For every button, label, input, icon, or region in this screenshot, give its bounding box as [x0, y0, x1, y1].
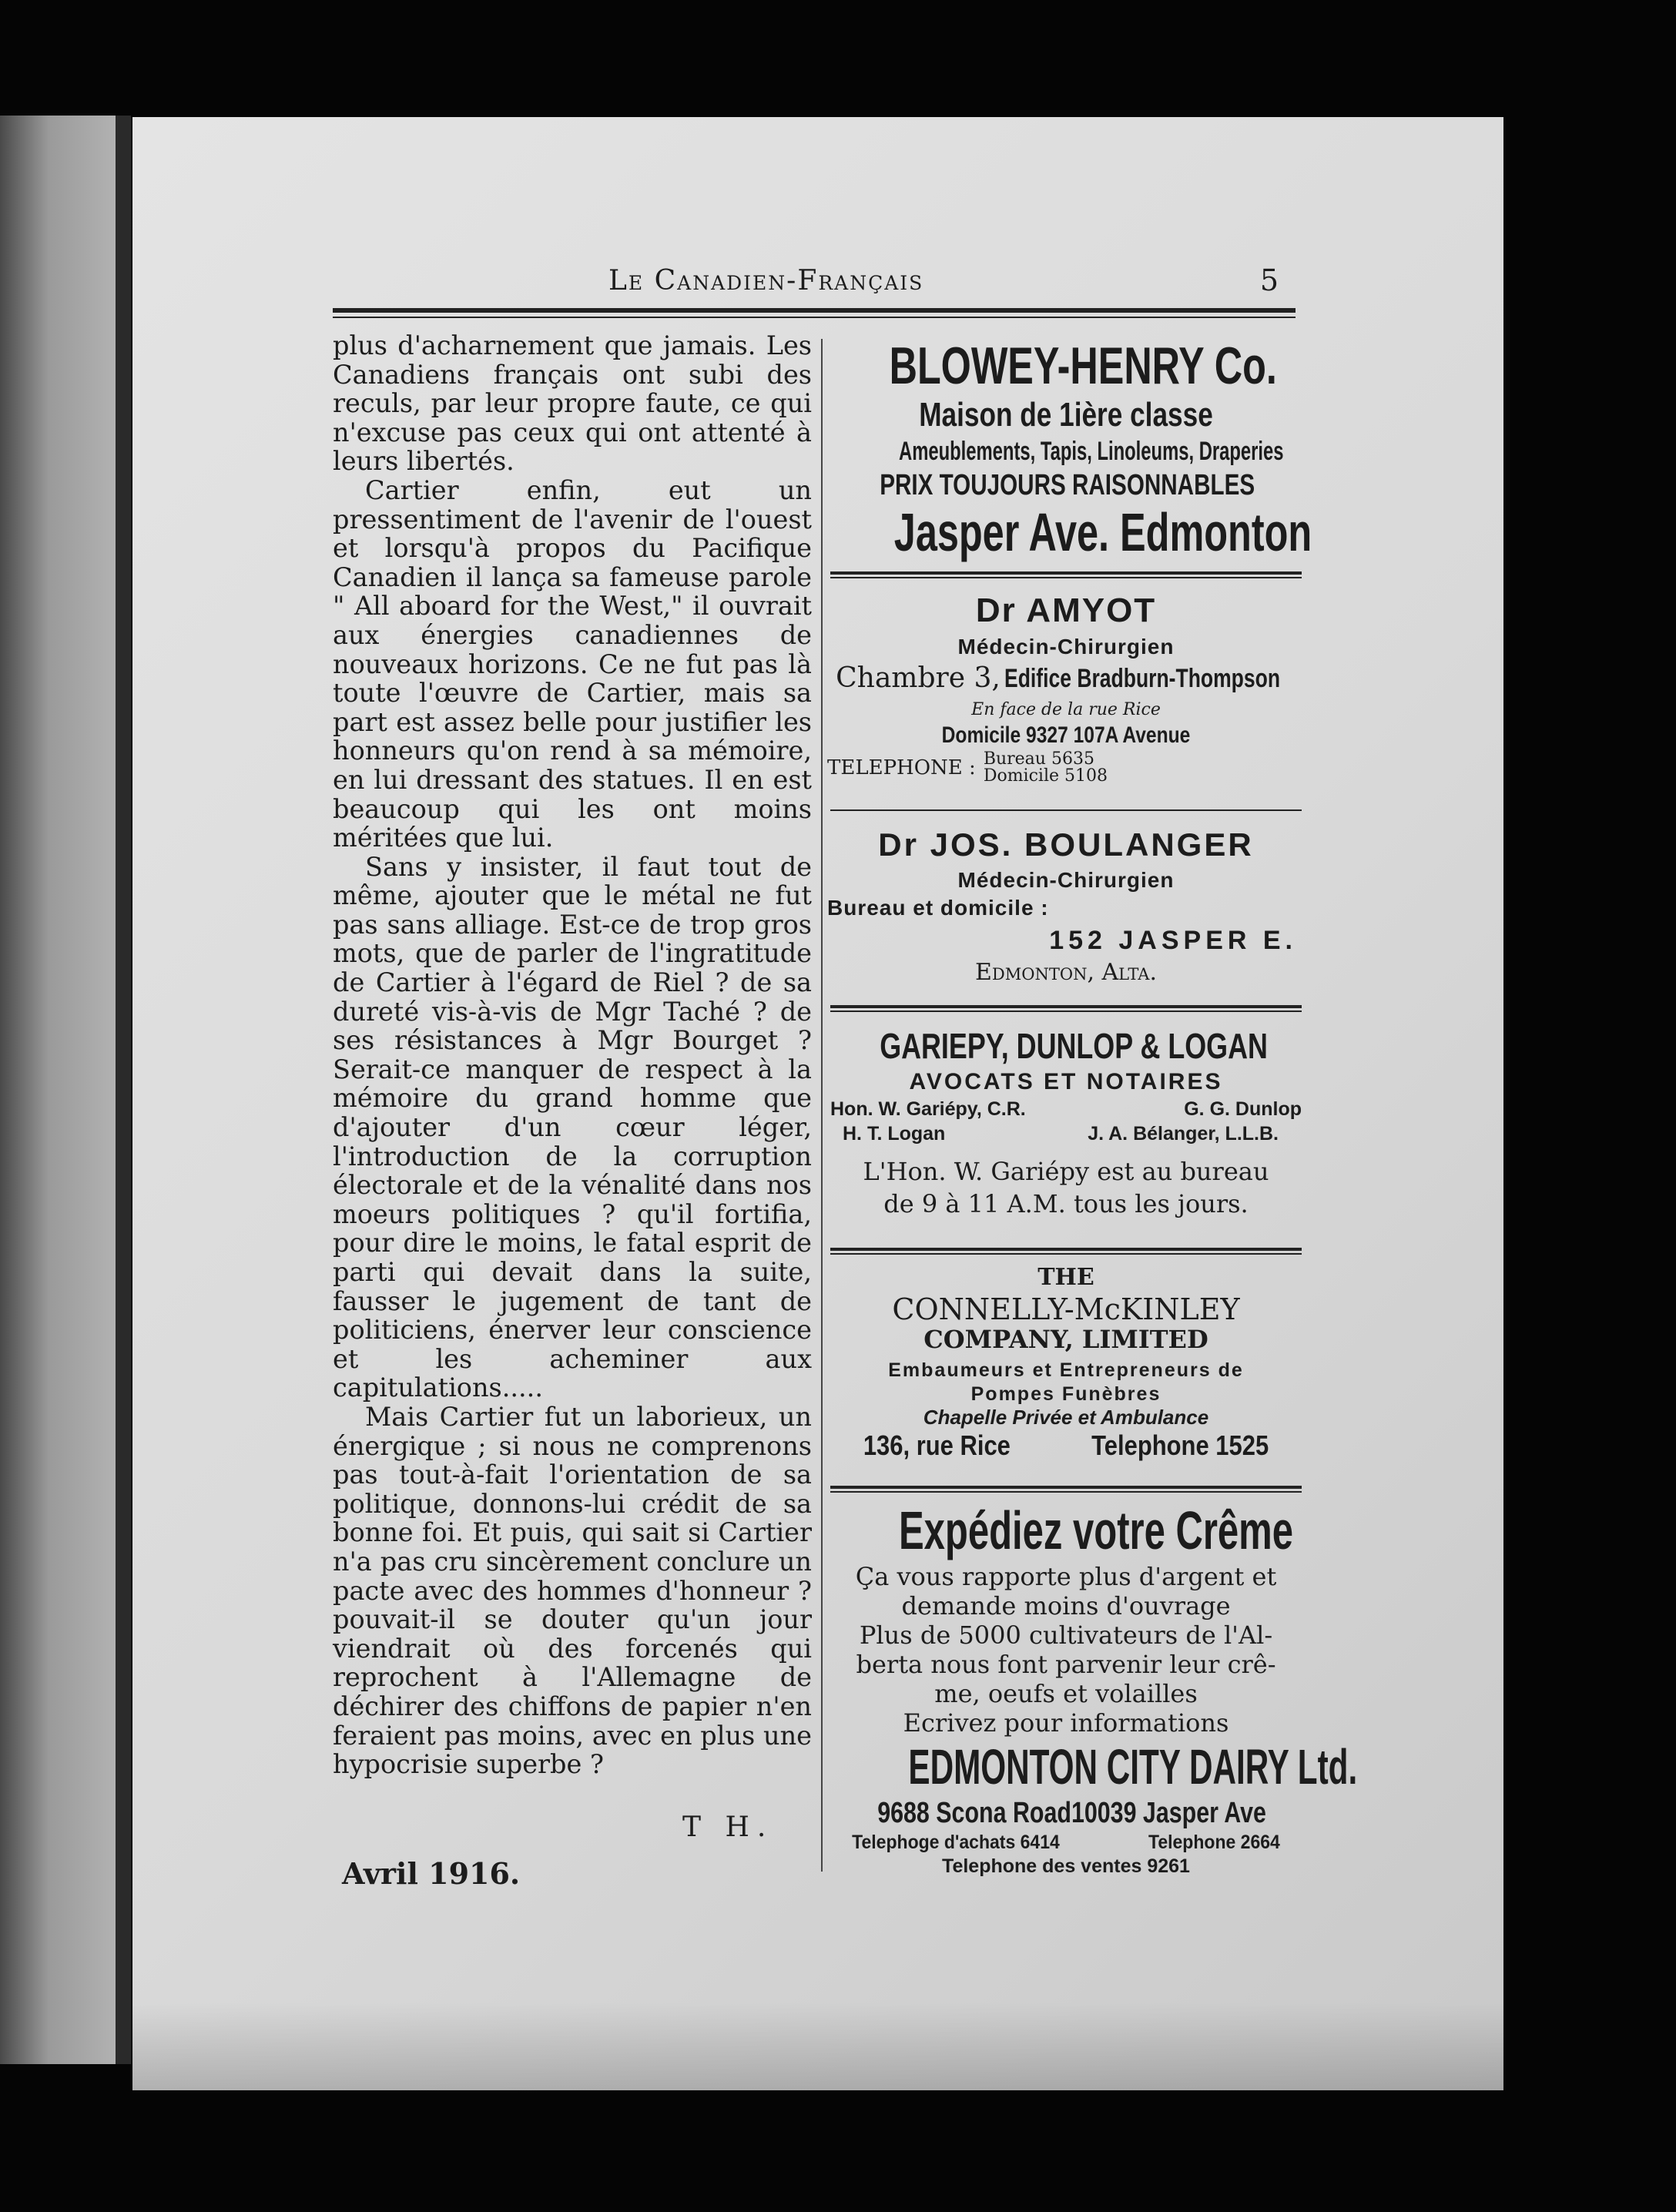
ad-amyot-name: Dr AMYOT — [975, 592, 1157, 629]
ad-blowey-prices: PRIX TOUJOURS RAISONNABLES — [880, 469, 1255, 501]
ad-boulanger-office: Bureau et domicile : — [827, 896, 1049, 920]
ad-amyot-building: Edifice Bradburn-Thompson — [1004, 664, 1280, 693]
page-shadow — [132, 2003, 1503, 2090]
ad-dr-boulanger — [827, 823, 1305, 1005]
ad-dairy-phone-row — [846, 1830, 1285, 1855]
ad-boulanger-name: Dr JOS. BOULANGER — [878, 826, 1254, 863]
ad-connelly-line3: Chapelle Privée et Ambulance — [923, 1406, 1209, 1429]
ad-separator — [830, 577, 1302, 578]
ad-separator — [830, 1248, 1302, 1251]
ad-dairy-headline: Expédiez votre Crême — [899, 1500, 1293, 1560]
ad-amyot-domicile: Domicile 9327 107A Avenue — [941, 722, 1191, 748]
ad-dairy-text1: Ça vous rapporte plus d'argent et — [855, 1562, 1277, 1591]
ad-gariepy-note2: de 9 à 11 A.M. tous les jours. — [883, 1189, 1249, 1218]
ad-connelly-name: CONNELLY-McKINLEY — [892, 1292, 1240, 1326]
ad-connelly-mckinley — [827, 1262, 1305, 1486]
ad-gariepy-dunlop-logan — [827, 1024, 1305, 1248]
article-date: Avril 1916. — [342, 1856, 521, 1891]
ad-dairy-text3: Plus de 5000 cultivateurs de l'Al- — [859, 1620, 1273, 1650]
ad-amyot-bureau-phone: Bureau 5635 — [983, 749, 1094, 769]
ad-boulanger-title: Médecin-Chirurgien — [957, 868, 1175, 892]
ad-connelly-address: 136, rue Rice — [863, 1429, 1011, 1461]
ad-gariepy-partner1: Hon. W. Gariépy, C.R. — [830, 1098, 1026, 1120]
ad-dairy-phone1: Telephoge d'achats 6414 — [852, 1832, 1060, 1853]
ad-separator — [830, 1005, 1302, 1008]
ad-dairy-text5: me, oeufs et volailles — [934, 1679, 1198, 1708]
ad-gariepy-partner4: J. A. Bélanger, L.L.B. — [1088, 1123, 1279, 1145]
ad-amyot-chambre-line — [827, 662, 1305, 700]
ad-connelly-phone: Telephone 1525 — [1091, 1429, 1269, 1461]
ad-dairy-text4: berta nous font parvenir leur crê- — [856, 1650, 1276, 1679]
article-signature: T H. — [682, 1811, 774, 1843]
running-header — [478, 263, 1279, 302]
ad-dairy-address1: 9688 Scona Road — [877, 1797, 1071, 1829]
article-paragraph: Cartier enfin, eut un pressentiment de l'avenir de l'ouest et lorsqu'à propos du Pacifique Canadien il lança sa fameuse parole " All aboard for the West," il ouvrait aux énergies canadiennes de nouveaux horizons. Ce ne fut pas là toute l'œuvre de Cartier, mais sa part est assez belle pour justifier les honneurs qu'on rend à sa mémoire, en lui dressant des statues. Il en est beaucoup qui les ont moins méritées que lui. — [333, 474, 812, 853]
page-gutter — [116, 116, 131, 2064]
ad-gariepy-partners-row1 — [827, 1097, 1305, 1121]
ad-connelly-line1: Embaumeurs et Entrepreneurs de — [888, 1359, 1244, 1381]
ad-separator — [830, 1253, 1302, 1255]
ad-edmonton-city-dairy — [827, 1499, 1358, 1878]
ad-amyot-phone-label: TELEPHONE : — [827, 756, 976, 779]
ad-separator — [830, 1491, 1302, 1493]
article-paragraph: plus d'acharnement que jamais. Les Canadiens français ont subi des reculs, par leur propre faute, ce qui n'excuse pas ceux qui ont attenté à leurs libertés. — [333, 330, 812, 477]
ad-connelly-the: THE — [1037, 1264, 1094, 1291]
ad-amyot-title: Médecin-Chirurgien — [957, 635, 1175, 659]
left-facing-page — [0, 116, 122, 2064]
ad-connelly-line2: Pompes Funèbres — [970, 1383, 1161, 1405]
ad-blowey-tagline: Maison de 1ière classe — [919, 396, 1213, 434]
header-rule-thin — [333, 317, 1296, 318]
article-column — [333, 331, 812, 1779]
column-divider — [821, 339, 823, 1872]
ad-boulanger-address: 152 JASPER E. — [1049, 926, 1297, 955]
ad-amyot-facing: En face de la rue Rice — [971, 700, 1161, 719]
publication-title: Le Canadien-Français — [608, 265, 924, 297]
ad-dairy-text2: demande moins d'ouvrage — [901, 1591, 1231, 1620]
ad-separator — [830, 809, 1302, 811]
ad-dairy-phone2: Telephone 2664 — [1148, 1832, 1280, 1853]
ad-dairy-name: EDMONTON CITY DAIRY Ltd. — [908, 1739, 1358, 1795]
ad-connelly-company: COMPANY, LIMITED — [923, 1325, 1208, 1354]
article-paragraph: Sans y insister, il faut tout de même, ajouter que le métal ne fut pas sans alliage. Est-ce de trop gros mots, que de parler de l'ingratitude de Cartier à l'égard de Riel ? de sa dureté vis-à-vis de Mgr Taché ? de ses résistances à Mgr Bourget ? Serait-ce manquer de respect à la mémoire du grand homme que d'ajouter d'un cœur léger, l'introduction de la corruption électorale et de la vénalité dans nos moeurs politiques ? qu'il fortifia, pour dire le moins, le fatal esprit de parti qui devait dans la suite, fausser le jugement de tant de politiciens, énerver leur conscience et les acheminer aux capitulations..... — [333, 851, 812, 1403]
ad-connelly-contact-row — [860, 1429, 1271, 1463]
ad-amyot-domicile-phone: Domicile 5108 — [983, 766, 1108, 786]
ad-dairy-address2: 10039 Jasper Ave — [1071, 1797, 1266, 1829]
ad-separator — [830, 1486, 1302, 1489]
ad-blowey-name: BLOWEY-HENRY Co. — [889, 337, 1277, 395]
ad-gariepy-name: GARIEPY, DUNLOP & LOGAN — [880, 1026, 1268, 1066]
ad-blowey-products: Ameublements, Tapis, Linoleums, Draperies — [899, 437, 1284, 466]
page-number: 5 — [1259, 263, 1279, 297]
ad-gariepy-title: AVOCATS ET NOTAIRES — [909, 1069, 1223, 1094]
ad-gariepy-note1: L'Hon. W. Gariépy est au bureau — [863, 1157, 1269, 1186]
ad-dairy-address-row — [875, 1796, 1266, 1830]
ad-blowey-address: Jasper Ave. Edmonton — [893, 502, 1312, 562]
ad-blowey-henry — [827, 336, 1312, 571]
article-paragraph: Mais Cartier fut un laborieux, un énergique ; si nous ne comprenons pas tout-à-fait l'orientation de sa politique, donnons-lui crédit de sa bonne foi. Et puis, qui sait si Cartier n'a pas cru sincèrement conclure un pacte avec des hommes d'honneur ? pouvait-il se douter qu'un jour viendrait où des forcenés qui reprochent à l'Allemagne de déchirer des chiffons de papier n'en feraient pas moins, avec en plus une hypocrisie superbe ? — [333, 1401, 812, 1780]
advertisements-column — [827, 331, 1358, 1878]
ad-boulanger-city: Edmonton, Alta. — [975, 959, 1157, 986]
ad-gariepy-partners-row2 — [827, 1121, 1305, 1146]
ad-dairy-phone3: Telephone des ventes 9261 — [942, 1855, 1190, 1877]
ad-gariepy-partner2: G. G. Dunlop — [1184, 1098, 1302, 1120]
ad-dairy-text6: Ecrivez pour informations — [903, 1708, 1229, 1738]
ad-amyot-chambre: Chambre 3, — [836, 662, 1001, 694]
header-rule-thick — [333, 308, 1296, 313]
ad-separator — [830, 1010, 1302, 1012]
ad-dr-amyot — [827, 589, 1305, 809]
ad-amyot-phone-block — [827, 751, 1305, 785]
ad-separator — [830, 571, 1302, 575]
ad-gariepy-partner3: H. T. Logan — [843, 1123, 946, 1145]
